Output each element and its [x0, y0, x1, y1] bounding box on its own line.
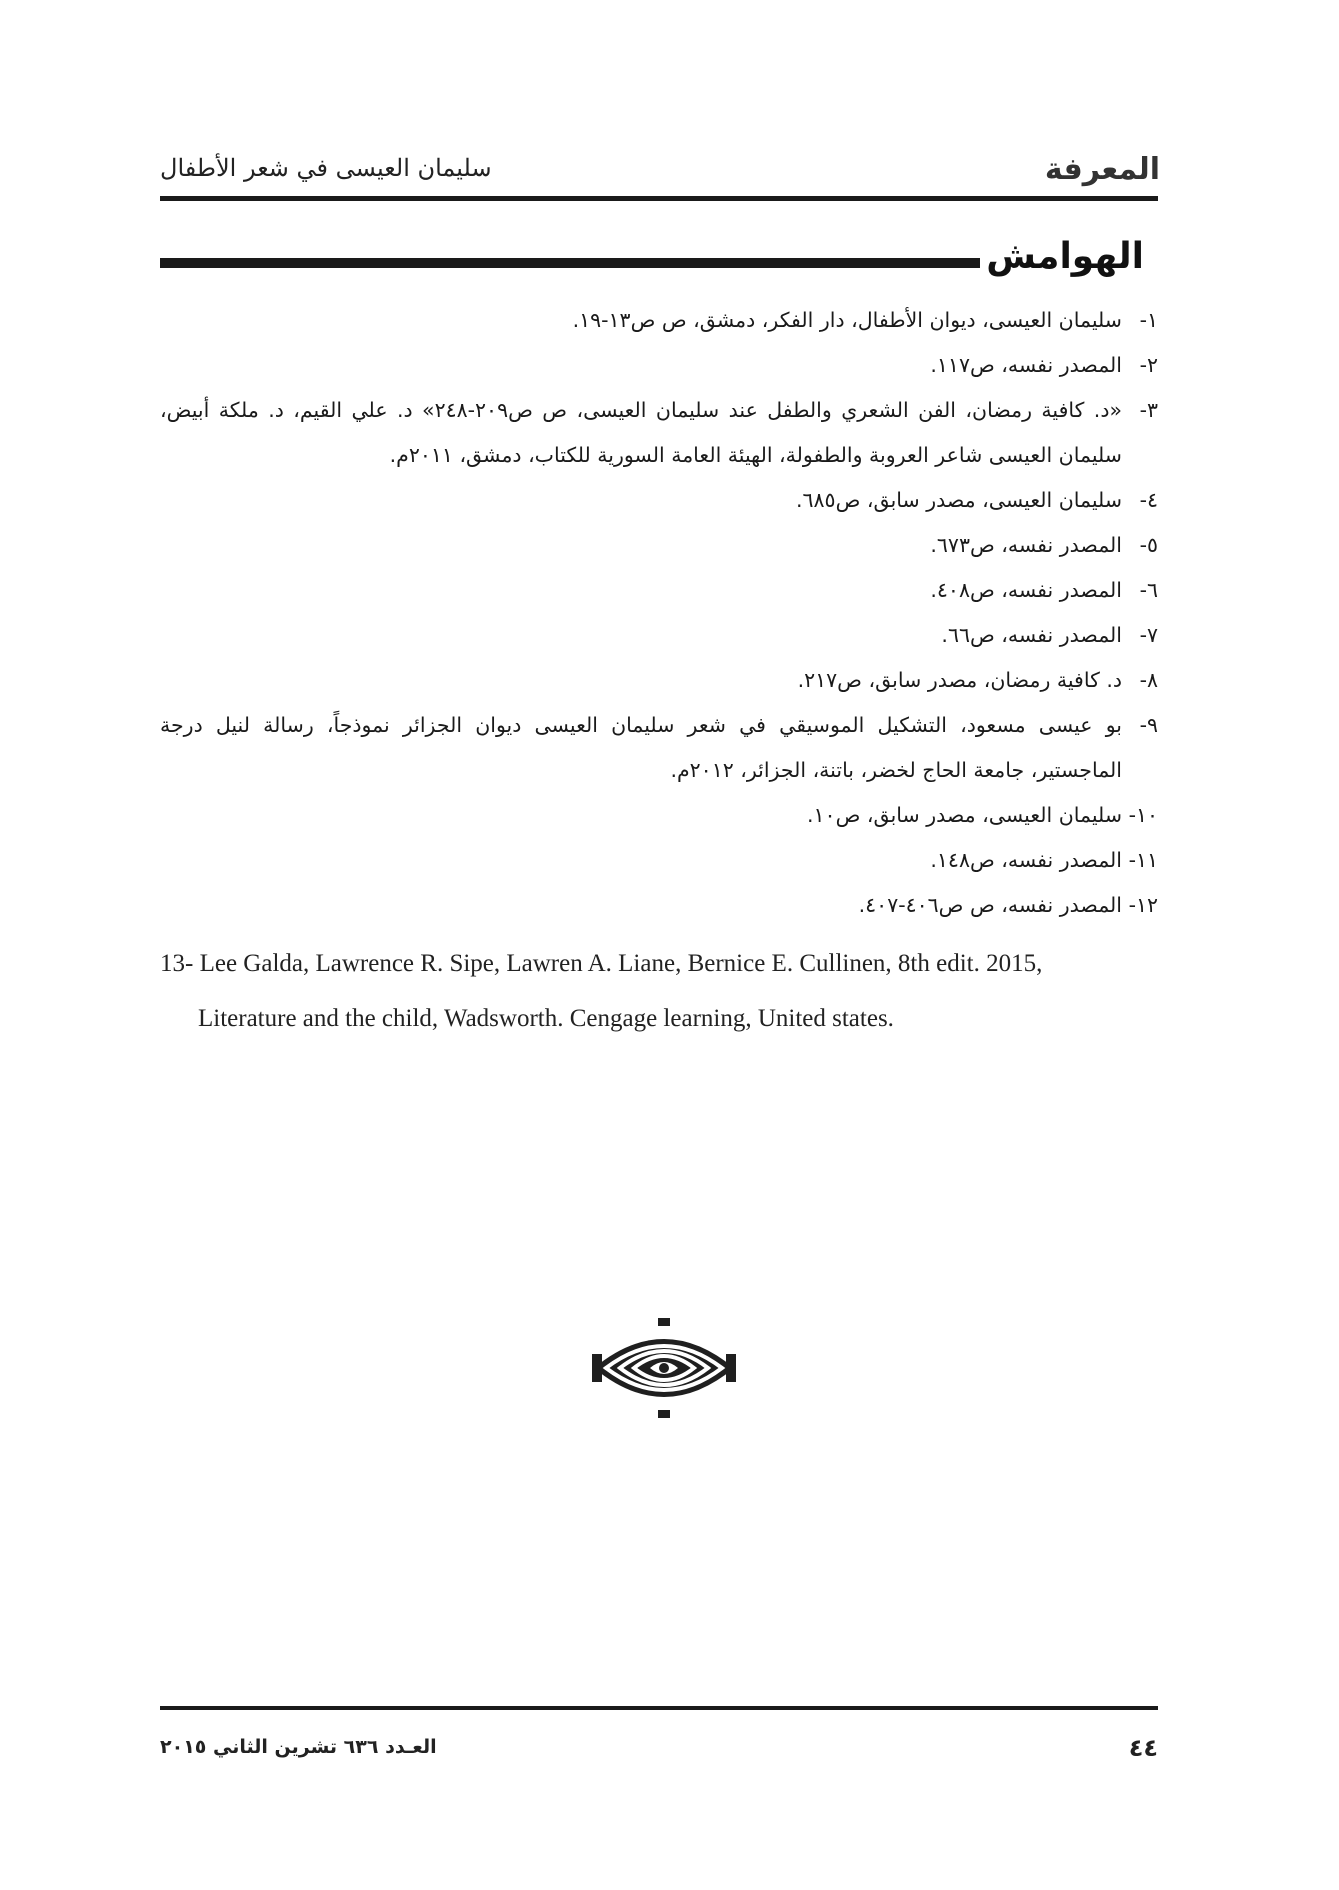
footnote-number: ٣-: [1139, 398, 1158, 422]
footnote-number: ٤-: [1139, 488, 1158, 512]
footnote-text: المصدر نفسه، ص٦٧٣.: [930, 533, 1122, 557]
footnote-number: ٨-: [1139, 668, 1158, 692]
footnote: [160, 793, 1158, 838]
footnote: [160, 658, 1158, 703]
footnote-text: المصدر نفسه، ص٤٠٨.: [930, 578, 1122, 602]
english-footnote: [160, 936, 1158, 1046]
footnote-number: ٥-: [1139, 533, 1158, 557]
footnote-text: المصدر نفسه، ص٦٦.: [941, 623, 1122, 647]
footnote-text: سليمان العيسى، ديوان الأطفال، دار الفكر، دمشق، ص ص١٣-١٩.: [572, 308, 1122, 332]
footnote-text: سليمان العيسى، مصدر سابق، ص٦٨٥.: [796, 488, 1122, 512]
footnote-number: ١٠-: [1128, 803, 1158, 827]
footnote-number: ١٢-: [1128, 893, 1158, 917]
footnote: [160, 523, 1158, 568]
footnote: [160, 298, 1158, 343]
section-heading: [160, 236, 1158, 286]
running-title: سليمان العيسى في شعر الأطفال: [160, 154, 492, 182]
english-footnote-line2: Literature and the child, Wadsworth. Cengage learning, United states.: [198, 1005, 894, 1032]
footnote: [160, 568, 1158, 613]
footnote-text: بو عيسى مسعود، التشكيل الموسيقي في شعر سليمان العيسى ديوان الجزائر نموذجاً، رسالة لنيل درجة الماجستير، جامعة الحاج لخضر، باتنة، الجزائر، ٢٠١٢م.: [160, 713, 1122, 782]
footnote: [160, 613, 1158, 658]
english-footnote-line1: 13- Lee Galda, Lawrence R. Sipe, Lawren A. Liane, Bernice E. Cullinen, 8th edit. 2015,: [160, 950, 1043, 977]
footer-rule: [160, 1706, 1158, 1710]
footnote-text: د. كافية رمضان، مصدر سابق، ص٢١٧.: [797, 668, 1122, 692]
footnote-number: ١-: [1139, 308, 1158, 332]
footnote-text: «د. كافية رمضان، الفن الشعري والطفل عند سليمان العيسى، ص ص٢٠٩-٢٤٨» د. علي القيم، د. ملكة أبيض، سليمان العيسى شاعر العروبة والطفولة، الهيئة العامة السورية للكتاب، دمشق، ٢٠١١م.: [160, 398, 1122, 467]
footnote-number: ٢-: [1139, 353, 1158, 377]
footnote-text: سليمان العيسى، مصدر سابق، ص١٠.: [807, 803, 1122, 827]
footnote-text: المصدر نفسه، ص١١٧.: [930, 353, 1122, 377]
footnote-number: ٦-: [1139, 578, 1158, 602]
arabesque-ornament-icon: [592, 1318, 736, 1418]
heading-bar: [160, 258, 980, 268]
page-header: [160, 150, 1160, 190]
footnote: [160, 838, 1158, 883]
footnotes-list: [160, 298, 1158, 928]
issue-info: العـدد ٦٣٦ تشرين الثاني ٢٠١٥: [160, 1736, 437, 1758]
footnote: [160, 388, 1158, 478]
footnote-number: ١١-: [1128, 848, 1158, 872]
header-rule: [160, 196, 1158, 201]
footnote: [160, 883, 1158, 928]
footnote: [160, 478, 1158, 523]
footnote: [160, 343, 1158, 388]
footnote: [160, 703, 1158, 793]
magazine-logo: المعرفة: [1044, 152, 1160, 187]
page-footer: [160, 1734, 1158, 1770]
footnote-text: المصدر نفسه، ص١٤٨.: [930, 848, 1122, 872]
footnote-number: ٩-: [1139, 713, 1158, 737]
footnote-number: ٧-: [1139, 623, 1158, 647]
section-title: الهوامش: [986, 236, 1144, 277]
page-number: ٤٤: [1128, 1734, 1158, 1762]
footnote-text: المصدر نفسه، ص ص٤٠٦-٤٠٧.: [858, 893, 1122, 917]
